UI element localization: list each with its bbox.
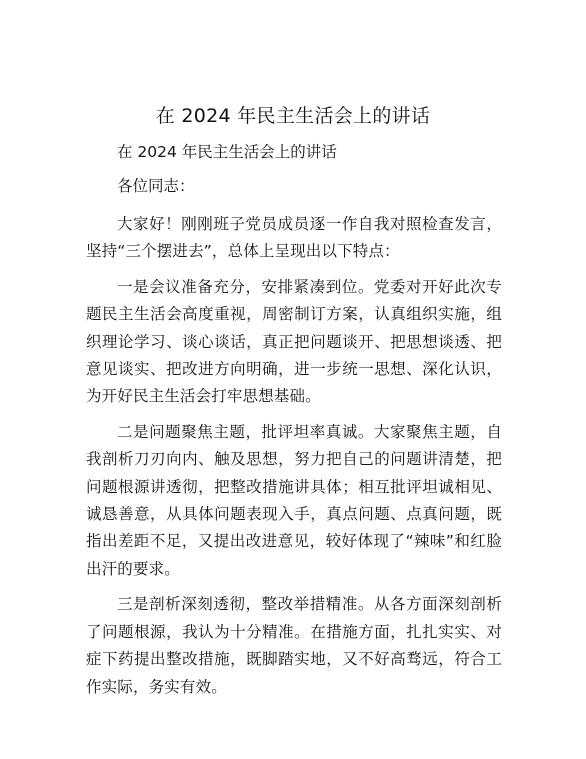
greeting: 各位同志： [117, 177, 195, 195]
document-body [86, 136, 502, 701]
paragraph-point-one: 一是会议准备充分，安排紧凑到位。党委对开好此次专题民主生活会高度重视，周密制订方案，认真组织实施，组织理论学习、谈心谈话，真正把问题谈开、把思想谈透、把意见谈实、把改进方向明确，进一步统一思想、深化认识，为开好民主生活会打牢思想基础。 [86, 277, 502, 406]
document-title: 在 2024 年民主生活会上的讲话 [155, 105, 431, 127]
paragraph-point-three: 三是剖析深刻透彻，整改举措精准。从各方面深刻剖析了问题根源，我认为十分精准。在措施方面，扎扎实实、对症下药提出整改措施，既脚踏实地，又不好高骛远，符合工作实际，务实有效。 [86, 595, 502, 696]
paragraph-point-two: 二是问题聚焦主题，批评坦率真诚。大家聚焦主题，自我剖析刀刃向内、触及思想，努力把自己的问题讲清楚，把问题根源讲透彻，把整改措施讲具体；相互批评坦诚相见、诚恳善意，从具体问题表现入手，真点问题、点真问题，既指出差距不足，又提出改进意见，较好体现了“辣味”和红脸出汗的要求。 [86, 422, 502, 578]
paragraph-opening: 大家好！刚刚班子党员成员逐一作自我对照检查发言，坚持“三个摆进去”，总体上呈现出以下特点： [86, 215, 502, 261]
document-subtitle: 在 2024 年民主生活会上的讲话 [117, 143, 337, 161]
